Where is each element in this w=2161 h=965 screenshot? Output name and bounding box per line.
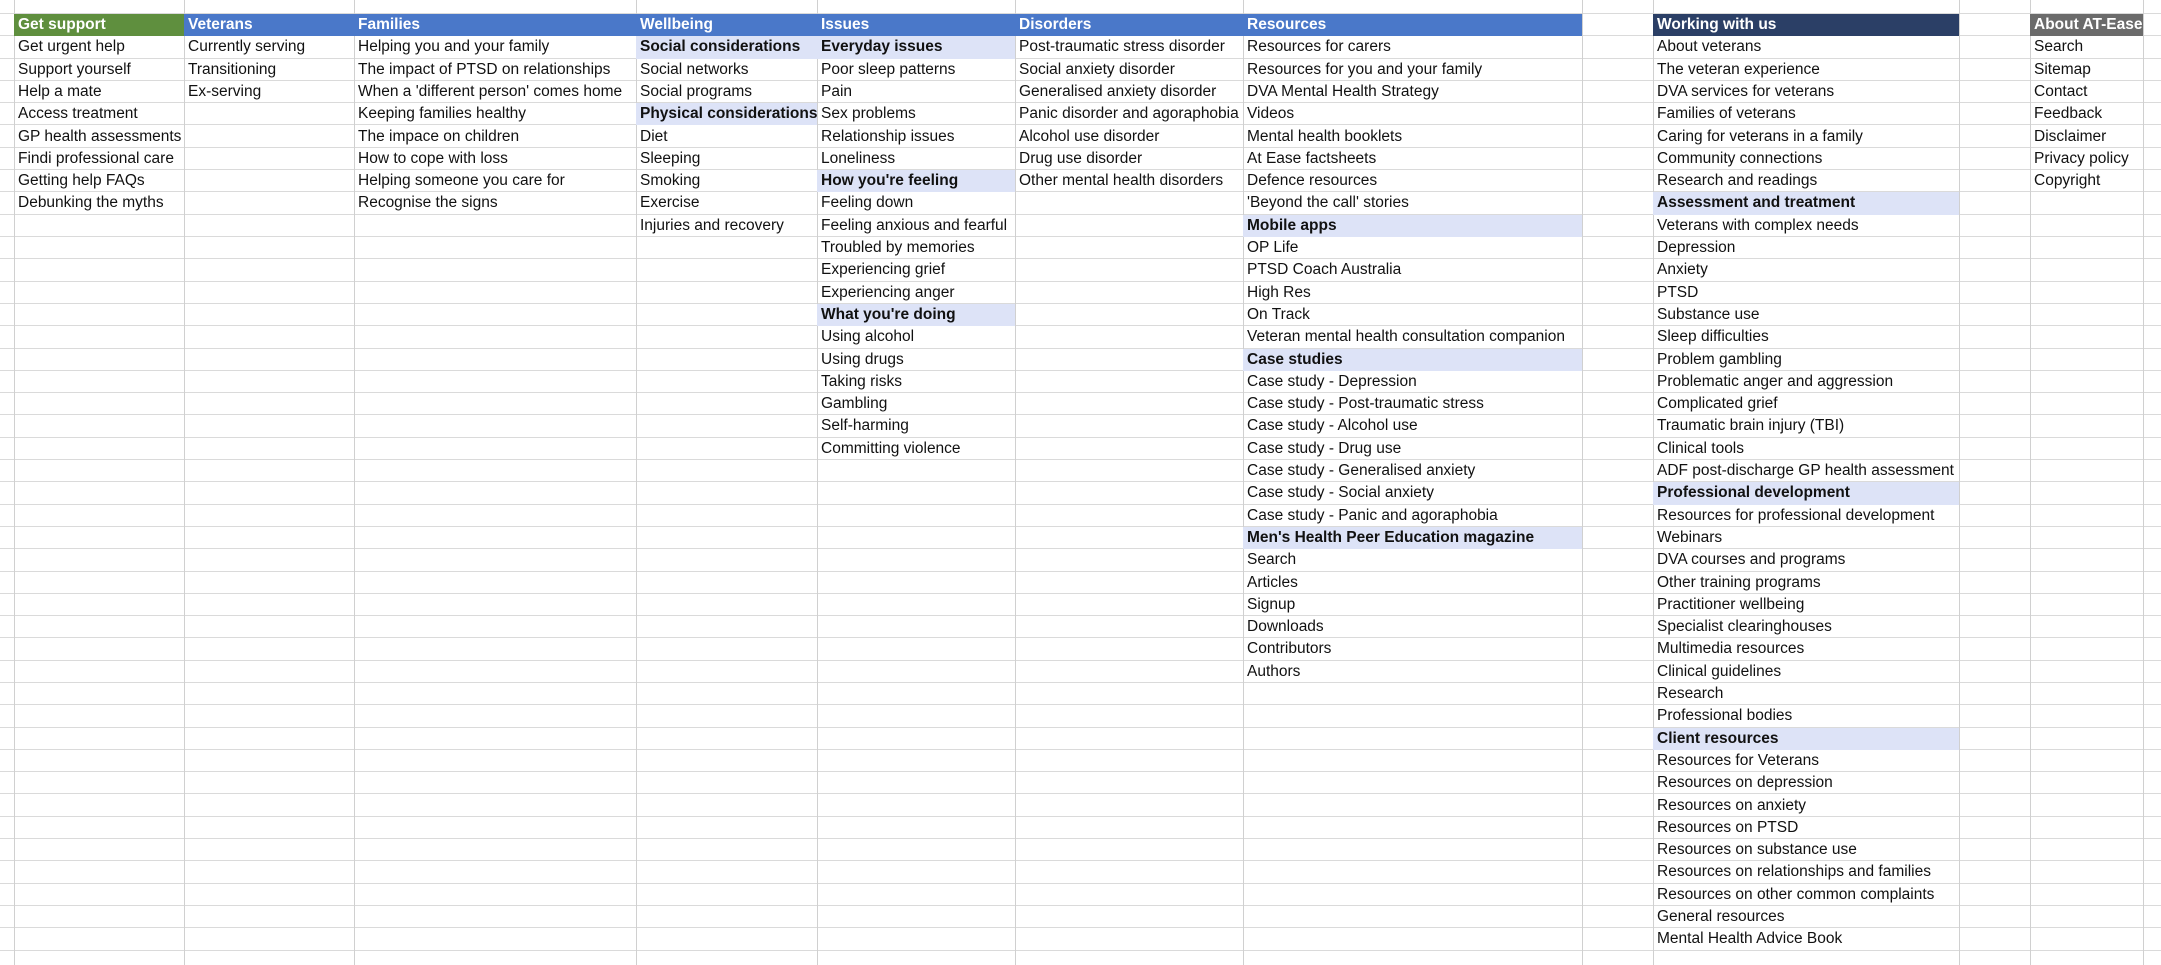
menu-item-case-study-alcohol-use[interactable]: Case study - Alcohol use — [1247, 417, 1418, 435]
section-heading-physical-considerations[interactable]: Physical considerations — [636, 103, 817, 125]
menu-item-debunking-the-myths[interactable]: Debunking the myths — [18, 194, 164, 212]
menu-item-traumatic-brain-injury-tbi[interactable]: Traumatic brain injury (TBI) — [1657, 417, 1845, 435]
menu-item-multimedia-resources[interactable]: Multimedia resources — [1657, 640, 1805, 658]
column-gridline — [184, 0, 185, 965]
menu-item-social-anxiety-disorder[interactable]: Social anxiety disorder — [1019, 60, 1175, 78]
menu-item-community-connections[interactable]: Community connections — [1657, 149, 1823, 167]
menu-item-at-ease-factsheets[interactable]: At Ease factsheets — [1247, 149, 1377, 167]
menu-item-resources-for-you-and-your-family[interactable]: Resources for you and your family — [1247, 60, 1483, 78]
menu-item-panic-disorder-and-agoraphobia[interactable]: Panic disorder and agoraphobia — [1019, 105, 1239, 123]
menu-item-resources-on-depression[interactable]: Resources on depression — [1657, 774, 1833, 792]
menu-item-gp-health-assessments[interactable]: GP health assessments — [18, 127, 182, 145]
menu-item-case-study-panic-and-agoraphobia[interactable]: Case study - Panic and agoraphobia — [1247, 506, 1498, 524]
menu-item-resources-on-substance-use[interactable]: Resources on substance use — [1657, 841, 1857, 859]
menu-item-depression[interactable]: Depression — [1657, 239, 1736, 256]
menu-item-case-study-social-anxiety[interactable]: Case study - Social anxiety — [1247, 484, 1434, 502]
menu-item-authors[interactable]: Authors — [1247, 662, 1301, 680]
section-heading-how-you-re-feeling[interactable]: How you're feeling — [817, 170, 1015, 192]
section-heading-case-studies[interactable]: Case studies — [1243, 349, 1582, 371]
section-heading-what-you-re-doing[interactable]: What you're doing — [817, 304, 1015, 326]
column-gridline — [1582, 0, 1583, 965]
menu-item-sleep-difficulties[interactable]: Sleep difficulties — [1657, 328, 1769, 346]
menu-item-troubled-by-memories[interactable]: Troubled by memories — [821, 239, 975, 256]
section-heading-everyday-issues[interactable]: Everyday issues — [817, 36, 1015, 58]
menu-item-feeling-down[interactable]: Feeling down — [821, 194, 914, 212]
menu-item-diet[interactable]: Diet — [640, 127, 668, 145]
menu-item-generalised-anxiety-disorder[interactable]: Generalised anxiety disorder — [1019, 82, 1217, 100]
menu-item-sleeping[interactable]: Sleeping — [640, 149, 701, 167]
section-heading-men-s-health-peer-education-magazine[interactable]: Men's Health Peer Education magazine — [1243, 527, 1582, 549]
menu-item-resources-on-ptsd[interactable]: Resources on PTSD — [1657, 818, 1799, 836]
menu-item-clinical-tools[interactable]: Clinical tools — [1657, 439, 1745, 457]
menu-item-recognise-the-signs[interactable]: Recognise the signs — [358, 194, 498, 212]
menu-item-other-training-programs[interactable]: Other training programs — [1657, 573, 1821, 591]
menu-item-caring-for-veterans-in-a-family[interactable]: Caring for veterans in a family — [1657, 127, 1863, 145]
menu-item-high-res[interactable]: High Res — [1247, 283, 1311, 301]
menu-item-the-impace-on-children[interactable]: The impace on children — [358, 127, 520, 145]
column-header-working-with-us[interactable]: Working with us — [1653, 14, 1959, 36]
menu-item-ptsd[interactable]: PTSD — [1657, 283, 1699, 301]
menu-item-on-track[interactable]: On Track — [1247, 305, 1310, 323]
menu-item-contributors[interactable]: Contributors — [1247, 640, 1332, 658]
menu-item-case-study-drug-use[interactable]: Case study - Drug use — [1247, 439, 1402, 457]
menu-item-privacy-policy[interactable]: Privacy policy — [2034, 149, 2129, 167]
menu-item-adf-post-discharge-gp-health-assessment[interactable]: ADF post-discharge GP health assessment — [1657, 462, 1954, 479]
menu-item-helping-you-and-your-family[interactable]: Helping you and your family — [358, 38, 550, 56]
column-header-get-support[interactable]: Get support — [14, 14, 184, 36]
menu-item-case-study-depression[interactable]: Case study - Depression — [1247, 372, 1417, 390]
column-header-disorders[interactable]: Disorders — [1015, 14, 1243, 36]
menu-item-support-yourself[interactable]: Support yourself — [18, 60, 131, 78]
menu-item-sex-problems[interactable]: Sex problems — [821, 105, 916, 123]
column-header-veterans[interactable]: Veterans — [184, 14, 354, 36]
menu-item-taking-risks[interactable]: Taking risks — [821, 372, 902, 390]
menu-item-alcohol-use-disorder[interactable]: Alcohol use disorder — [1019, 127, 1160, 145]
menu-item-mental-health-booklets[interactable]: Mental health booklets — [1247, 127, 1403, 145]
menu-item-resources-for-veterans[interactable]: Resources for Veterans — [1657, 751, 1819, 769]
menu-item-specialist-clearinghouses[interactable]: Specialist clearinghouses — [1657, 618, 1832, 636]
menu-item-feedback[interactable]: Feedback — [2034, 105, 2103, 123]
menu-item-get-urgent-help[interactable]: Get urgent help — [18, 38, 125, 56]
menu-item-other-mental-health-disorders[interactable]: Other mental health disorders — [1019, 172, 1224, 190]
column-gridline — [1959, 0, 1960, 965]
section-heading-mobile-apps[interactable]: Mobile apps — [1243, 215, 1582, 237]
menu-item-helping-someone-you-care-for[interactable]: Helping someone you care for — [358, 172, 565, 190]
menu-item-injuries-and-recovery[interactable]: Injuries and recovery — [640, 216, 784, 234]
menu-item-veterans-with-complex-needs[interactable]: Veterans with complex needs — [1657, 216, 1859, 234]
menu-item-ptsd-coach-australia[interactable]: PTSD Coach Australia — [1247, 261, 1402, 279]
menu-item-problematic-anger-and-aggression[interactable]: Problematic anger and aggression — [1657, 372, 1894, 390]
menu-item-gambling[interactable]: Gambling — [821, 395, 888, 413]
menu-item-self-harming[interactable]: Self-harming — [821, 417, 909, 435]
menu-item-keeping-families-healthy[interactable]: Keeping families healthy — [358, 105, 527, 123]
menu-item-the-impact-of-ptsd-on-relationships[interactable]: The impact of PTSD on relationships — [358, 60, 611, 78]
column-gridline — [2143, 0, 2144, 965]
column-header-wellbeing[interactable]: Wellbeing — [636, 14, 817, 36]
menu-item-how-to-cope-with-loss[interactable]: How to cope with loss — [358, 149, 508, 167]
menu-item-search[interactable]: Search — [1247, 551, 1297, 569]
menu-item-resources-on-other-common-complaints[interactable]: Resources on other common complaints — [1657, 885, 1935, 903]
menu-item-access-treatment[interactable]: Access treatment — [18, 105, 138, 123]
menu-item-experiencing-anger[interactable]: Experiencing anger — [821, 283, 955, 301]
menu-item-webinars[interactable]: Webinars — [1657, 528, 1723, 546]
menu-item-videos[interactable]: Videos — [1247, 105, 1295, 123]
menu-item-problem-gambling[interactable]: Problem gambling — [1657, 350, 1782, 368]
menu-item-relationship-issues[interactable]: Relationship issues — [821, 127, 955, 145]
menu-item-defence-resources[interactable]: Defence resources — [1247, 172, 1378, 190]
section-heading-client-resources[interactable]: Client resources — [1653, 728, 1959, 750]
menu-item-currently-serving[interactable]: Currently serving — [188, 38, 306, 56]
menu-item-veteran-mental-health-consultation-companion[interactable]: Veteran mental health consultation companion — [1247, 328, 1565, 346]
menu-item-committing-violence[interactable]: Committing violence — [821, 439, 961, 457]
menu-item-transitioning[interactable]: Transitioning — [188, 60, 277, 78]
menu-item-research-and-readings[interactable]: Research and readings — [1657, 172, 1818, 190]
menu-item-dva-mental-health-strategy[interactable]: DVA Mental Health Strategy — [1247, 82, 1439, 100]
menu-item-beyond-the-call-stories[interactable]: 'Beyond the call' stories — [1247, 194, 1409, 212]
menu-item-resources-on-anxiety[interactable]: Resources on anxiety — [1657, 796, 1807, 814]
menu-item-mental-health-advice-book[interactable]: Mental Health Advice Book — [1657, 930, 1843, 948]
menu-item-anxiety[interactable]: Anxiety — [1657, 261, 1708, 279]
menu-item-pain[interactable]: Pain — [821, 82, 853, 100]
menu-item-social-networks[interactable]: Social networks — [640, 60, 749, 78]
menu-item-dva-courses-and-programs[interactable]: DVA courses and programs — [1657, 551, 1846, 569]
menu-item-professional-bodies[interactable]: Professional bodies — [1657, 707, 1793, 725]
menu-item-signup[interactable]: Signup — [1247, 595, 1296, 613]
menu-item-about-veterans[interactable]: About veterans — [1657, 38, 1762, 56]
menu-item-ex-serving[interactable]: Ex-serving — [188, 82, 262, 100]
menu-item-using-drugs[interactable]: Using drugs — [821, 350, 904, 368]
menu-item-search[interactable]: Search — [2034, 38, 2084, 56]
menu-item-sitemap[interactable]: Sitemap — [2034, 60, 2091, 78]
menu-item-disclaimer[interactable]: Disclaimer — [2034, 127, 2107, 145]
menu-item-families-of-veterans[interactable]: Families of veterans — [1657, 105, 1796, 123]
menu-item-dva-services-for-veterans[interactable]: DVA services for veterans — [1657, 82, 1835, 100]
menu-item-smoking[interactable]: Smoking — [640, 172, 701, 190]
menu-item-op-life[interactable]: OP Life — [1247, 239, 1299, 256]
menu-item-copyright[interactable]: Copyright — [2034, 172, 2101, 190]
menu-item-complicated-grief[interactable]: Complicated grief — [1657, 395, 1778, 413]
section-heading-social-considerations[interactable]: Social considerations — [636, 36, 817, 58]
menu-item-loneliness[interactable]: Loneliness — [821, 149, 896, 167]
column-header-resources[interactable]: Resources — [1243, 14, 1582, 36]
section-heading-assessment-and-treatment[interactable]: Assessment and treatment — [1653, 192, 1959, 214]
menu-item-drug-use-disorder[interactable]: Drug use disorder — [1019, 149, 1143, 167]
menu-item-substance-use[interactable]: Substance use — [1657, 305, 1760, 323]
menu-item-case-study-generalised-anxiety[interactable]: Case study - Generalised anxiety — [1247, 462, 1476, 479]
menu-item-resources-on-relationships-and-families[interactable]: Resources on relationships and families — [1657, 863, 1931, 881]
menu-item-general-resources[interactable]: General resources — [1657, 908, 1785, 925]
menu-item-downloads[interactable]: Downloads — [1247, 618, 1324, 636]
menu-item-case-study-post-traumatic-stress[interactable]: Case study - Post-traumatic stress — [1247, 395, 1484, 413]
menu-item-poor-sleep-patterns[interactable]: Poor sleep patterns — [821, 60, 956, 78]
column-header-about-at-ease[interactable]: About AT-Ease — [2030, 14, 2143, 36]
menu-item-the-veteran-experience[interactable]: The veteran experience — [1657, 60, 1820, 78]
menu-item-feeling-anxious-and-fearful[interactable]: Feeling anxious and fearful — [821, 216, 1008, 234]
menu-item-help-a-mate[interactable]: Help a mate — [18, 82, 102, 100]
menu-item-exercise[interactable]: Exercise — [640, 194, 700, 212]
menu-item-contact[interactable]: Contact — [2034, 82, 2088, 100]
menu-item-using-alcohol[interactable]: Using alcohol — [821, 328, 915, 346]
menu-item-resources-for-professional-development[interactable]: Resources for professional development — [1657, 506, 1935, 524]
column-header-families[interactable]: Families — [354, 14, 636, 36]
menu-item-practitioner-wellbeing[interactable]: Practitioner wellbeing — [1657, 595, 1805, 613]
section-heading-professional-development[interactable]: Professional development — [1653, 482, 1959, 504]
column-header-issues[interactable]: Issues — [817, 14, 1015, 36]
menu-item-findi-professional-care[interactable]: Findi professional care — [18, 149, 174, 167]
menu-item-experiencing-grief[interactable]: Experiencing grief — [821, 261, 946, 279]
menu-item-when-a-different-person-comes-home[interactable]: When a 'different person' comes home — [358, 82, 623, 100]
menu-item-research[interactable]: Research — [1657, 685, 1724, 702]
menu-item-resources-for-carers[interactable]: Resources for carers — [1247, 38, 1391, 56]
menu-item-clinical-guidelines[interactable]: Clinical guidelines — [1657, 662, 1782, 680]
menu-item-getting-help-faqs[interactable]: Getting help FAQs — [18, 172, 145, 190]
menu-item-social-programs[interactable]: Social programs — [640, 82, 752, 100]
menu-item-post-traumatic-stress-disorder[interactable]: Post-traumatic stress disorder — [1019, 38, 1225, 56]
menu-item-articles[interactable]: Articles — [1247, 573, 1298, 591]
